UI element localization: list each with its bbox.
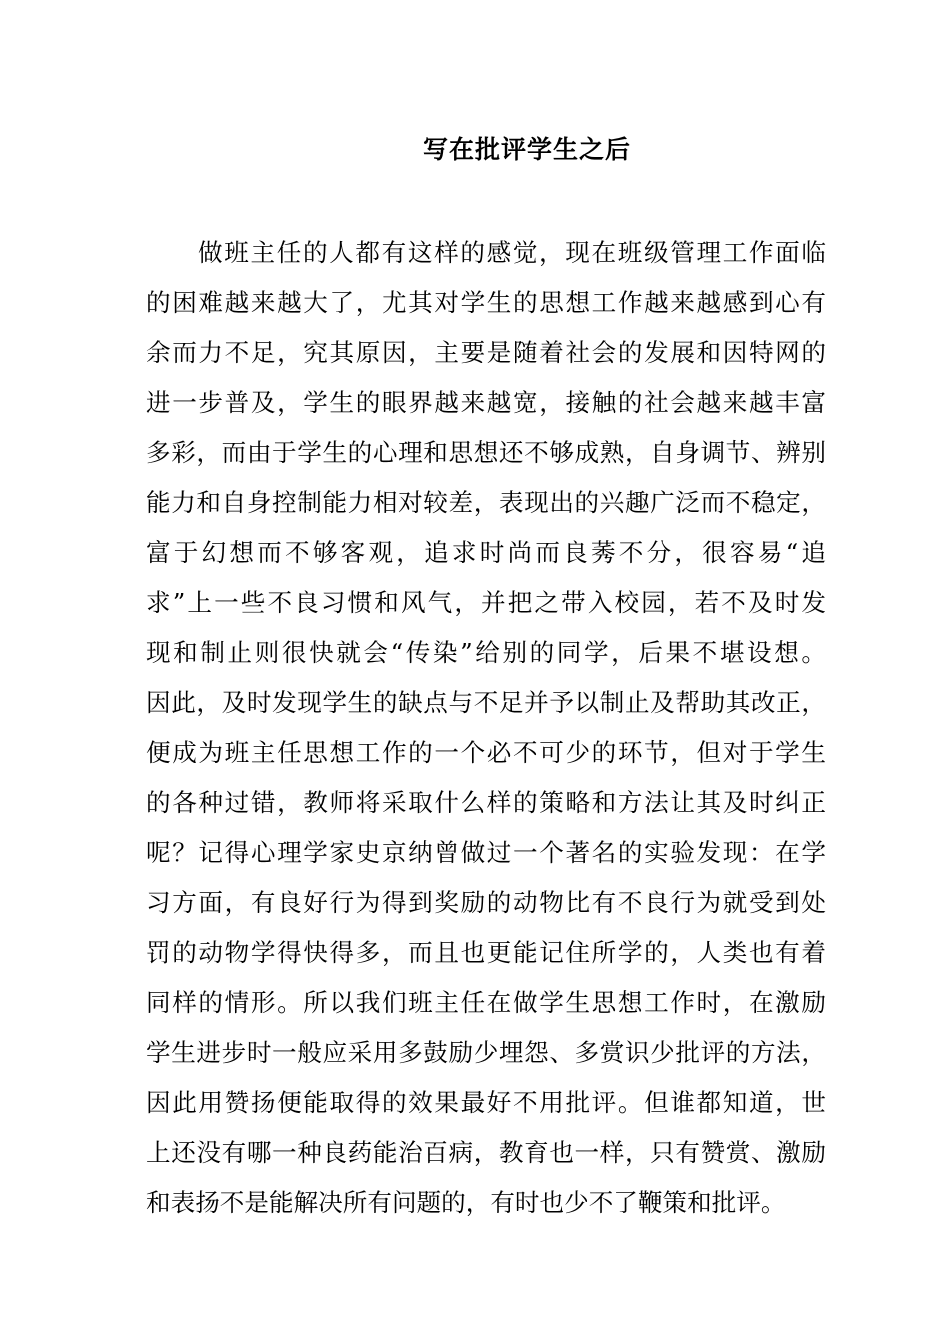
paragraph-line: 余而力不足，究其原因，主要是随着社会的发展和因特网的 <box>146 338 826 367</box>
paragraph-line: 和表扬不是能解决所有问题的，有时也少不了鞭策和批评。 <box>146 1188 786 1217</box>
paragraph-line: 做班主任的人都有这样的感觉，现在班级管理工作面临 <box>198 238 826 267</box>
paragraph-line: 同样的情形。所以我们班主任在做学生思想工作时，在激励 <box>146 988 826 1017</box>
paragraph-line: 习方面，有良好行为得到奖励的动物比有不良行为就受到处 <box>146 888 826 917</box>
paragraph-line: 呢？记得心理学家史京纳曾做过一个著名的实验发现：在学 <box>146 838 826 867</box>
paragraph-line: 富于幻想而不够客观，追求时尚而良莠不分，很容易“追 <box>146 538 826 567</box>
paragraph-line: 上还没有哪一种良药能治百病，教育也一样，只有赞赏、激励 <box>146 1138 826 1167</box>
paragraph-line: 进一步普及，学生的眼界越来越宽，接触的社会越来越丰富 <box>146 388 826 417</box>
paragraph-line: 的各种过错，教师将采取什么样的策略和方法让其及时纠正 <box>146 788 826 817</box>
document-title: 写在批评学生之后 <box>422 135 631 164</box>
paragraph-line: 便成为班主任思想工作的一个必不可少的环节，但对于学生 <box>146 738 826 767</box>
paragraph-line: 的困难越来越大了，尤其对学生的思想工作越来越感到心有 <box>146 288 826 317</box>
paragraph-line: 学生进步时一般应采用多鼓励少埋怨、多赏识少批评的方法， <box>146 1038 826 1067</box>
paragraph-line: 现和制止则很快就会“传染”给别的同学，后果不堪设想。 <box>146 638 826 667</box>
paragraph-line: 罚的动物学得快得多，而且也更能记住所学的，人类也有着 <box>146 938 826 967</box>
paragraph-line: 能力和自身控制能力相对较差，表现出的兴趣广泛而不稳定， <box>146 488 826 517</box>
paragraph-line: 多彩，而由于学生的心理和思想还不够成熟，自身调节、辨别 <box>146 438 826 467</box>
paragraph-line: 因此，及时发现学生的缺点与不足并予以制止及帮助其改正， <box>146 688 826 717</box>
paragraph-line: 求”上一些不良习惯和风气，并把之带入校园，若不及时发 <box>146 588 826 617</box>
paragraph-line: 因此用赞扬便能取得的效果最好不用批评。但谁都知道，世 <box>146 1088 826 1117</box>
